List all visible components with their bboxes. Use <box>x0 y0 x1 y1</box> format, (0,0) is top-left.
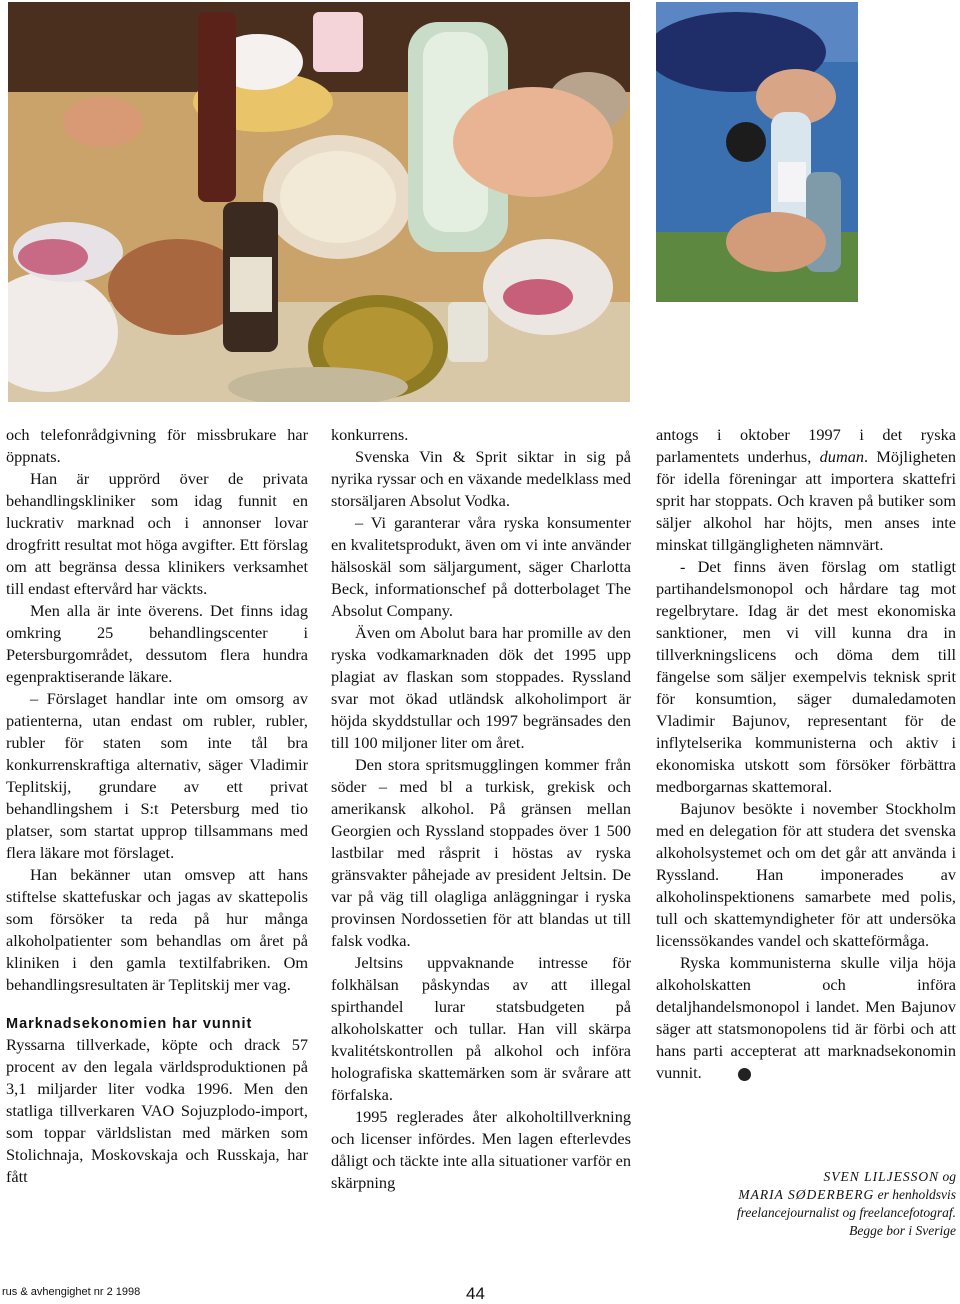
paragraph: – Vi garanterar våra ryska konsumenter en kvalitetsprodukt, även om vi inte använder hälsoskäl som säljargument, säger Charlotta Beck, informationschef på dotterbolaget The Absolut Company. <box>331 513 631 620</box>
paragraph-text: . Möjligheten för idella föreningar att importera skattefri sprit har stoppats. Och kraven på butiker som säljer alkohol har höjts, men anses inte minskat tillgängligheten nämnvärt. <box>656 447 956 554</box>
paragraph-text: antogs i oktober 1997 i det ryska parlamentets underhus, <box>656 425 956 466</box>
paragraph: Bajunov besökte i november Stockholm med en delegation för att studera det svenska alkoholsystemet och om det går att använda i Ryssland. Han imponerades av alkoholinspektionens samarbete med polis, tull och skattemyndigheter för att undersöka licenssökandes vandel och skatteförmåga. <box>656 799 956 950</box>
article-end-icon: R <box>738 1068 751 1081</box>
paragraph: – Förslaget handlar inte om omsorg av patienterna, utan endast om rubler, rubler, rubler för staten som inte tål bra konkurrenskraftiga alternativ, säger Vladimir Teplitskij, grundare av ett privat behandlingshem i S:t Petersburg med tio platser, som startat upprop tillsammans med flera läkare mot förslaget. <box>6 689 308 862</box>
byline-line-4: Begge bor i Sverige <box>849 1223 956 1238</box>
byline-description: er henholdsvis <box>874 1187 956 1202</box>
paragraph: Även om Abolut bara har promille av den ryska vodkamarknaden dök det 1995 upp plagiat av flaskan som stoppades. Ryssland svar mot ökad utländsk alkoholimport är höjda skyddstullar och 1997 begränsades den till 100 miljoner liter om året. <box>331 623 631 752</box>
text-column-1 <box>6 424 308 1188</box>
byline-conjunction: og <box>939 1169 956 1184</box>
byline-line-2 <box>690 1186 956 1204</box>
text-column-3 <box>656 424 956 1084</box>
paragraph: Han är upprörd över de privata behandlingskliniker som idag funnit en luckrativ marknad och i annonser lovar drogfritt resultat mot höga avgifter. Ett förslag om att begränsa dessa klinikers verksamhet till endast eftervård har väckts. <box>6 469 308 598</box>
paragraph: Svenska Vin & Sprit siktar in sig på nyrika ryssar och en växande medelklass med storsäljaren Absolut Vodka. <box>331 447 631 510</box>
table-food-vodka-illustration <box>8 2 630 402</box>
emphasis-text: duman <box>819 447 864 466</box>
author-byline <box>690 1168 956 1240</box>
vodka-bottle-illustration <box>656 2 858 302</box>
text-column-2 <box>331 424 631 1194</box>
author-name-2: MARIA SØDERBERG <box>738 1187 875 1202</box>
paragraph: - Det finns även förslag om statligt partihandelsmonopol och hårdare tag mot regelbrytare. Idag är det mest ekonomiska sanktioner, men vi vill kunna dra in tillverkningslicens och döma dem till fängelse som säljer exempelvis teknisk sprit för konsumtion, säger dumaledamoten Vladimir Bajunov, representant för de inflytelserika kommunisterna och aktiv i ekonomiska utskott som försöker förbättra medborgarnas skattemoral. <box>656 557 956 796</box>
paragraph: Ryssarna tillverkade, köpte och drack 57 procent av den legala världsproduktionen på 3,1 miljarder liter vodka 1996. Men den statliga tillverkaren VAO Sojuzplodo-import, som toppar världslistan med märken som Stolichnaja, Moskovskaja och Russkaja, har fått <box>6 1035 308 1186</box>
journal-footer: rus & avhengighet nr 2 1998 <box>2 1286 141 1298</box>
hand-opening-vodka-bottle-photo <box>656 2 858 302</box>
section-heading: Marknadsekonomien har vunnit <box>6 1016 253 1032</box>
paragraph: Han bekänner utan omsvep att hans stiftelse skattefuskar och jagas av skattepolis som försöker ta reda på hur många alkoholpatienter som behandlas om året på kliniken i den gamla textilfabriken. Om behandlingsresultaten är Teplitskij mer vag. <box>6 865 308 994</box>
byline-line-3: freelancejournalist og freelancefotograf. <box>736 1205 956 1220</box>
table-food-vodka-photo <box>8 2 630 402</box>
paragraph: Men alla är inte överens. Det finns idag omkring 25 behandlingscenter i Petersburgområdet, dessutom flera hundra egenpraktiserande läkare. <box>6 601 308 686</box>
page-number: 44 <box>466 1284 485 1303</box>
paragraph <box>656 424 956 556</box>
author-name-1: SVEN LILJESSON <box>823 1169 940 1184</box>
paragraph: och telefonrådgivning för missbrukare har öppnats. <box>6 425 308 466</box>
byline-line-1 <box>690 1168 956 1186</box>
paragraph: 1995 reglerades åter alkoholtillverkning och licenser infördes. Men lagen efterlevdes dåligt och täckte inte alla situationer varför en skärpning <box>331 1107 631 1192</box>
paragraph-text: Ryska kommunisterna skulle vilja höja alkoholskatten och införa detaljhandelsmonopol i landet. Men Bajunov säger att statsmonopolens tid är förbi och att hans parti accepterat att marknadsekonomin vunnit. <box>656 953 956 1082</box>
paragraph: Den stora spritsmugglingen kommer från söder – med bl a turkisk, grekisk och amerikansk alkohol. På gränsen mellan Georgien och Ryssland stoppades över 1 500 lastbilar med råsprit i höstas av ryska gränsvakter påhejade av president Jeltsin. De var på väg till olagliga anläggningar i ryska provinsen Nordossetien för att blandas ut till falsk vodka. <box>331 755 631 950</box>
paragraph: konkurrens. <box>331 425 409 444</box>
paragraph <box>656 952 956 1084</box>
paragraph: Jeltsins uppvaknande intresse för folkhälsan påskyndas av att illegal spirthandel lurar statsbudgeten på alkoholskatter och tullar. Han vill skärpa kvalitétskontrollen på alkohol och införa holografiska skattemärken som är svårare att förfalska. <box>331 953 631 1104</box>
